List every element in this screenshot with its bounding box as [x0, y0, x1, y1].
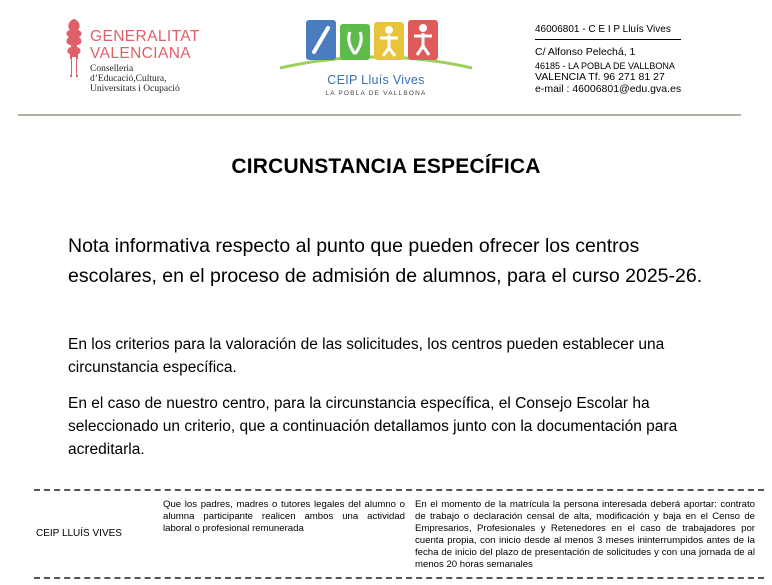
generalitat-name-line2: VALENCIANA [90, 45, 192, 62]
table-documentation: En el momento de la matrícula la persona interesada deberá aportar: contrato de trabajo o declaración censal de alta, modificación y baja en el Censo de Empresarios, Profesionales y Retenedores en el caso de trabajadores por cuenta propia, con inicio desde al menos 3 meses ininterrumpidos antes de la fecha de inicio del plazo de presentación de solicitudes y con una jornada de al menos 20 horas semanales [415, 499, 755, 570]
school-logo-town: LA POBLA DE VALLBONA [325, 90, 427, 97]
center-code: 46006801 - C E I P Lluís Vives [535, 24, 671, 35]
contact-address: C/ Alfonso Pelechá, 1 [535, 46, 636, 58]
contact-email: e-mail : 46006801@edu.gva.es [535, 83, 682, 95]
school-logo-graphic-icon [276, 18, 476, 74]
header-divider [18, 114, 741, 116]
information-note: Nota informativa respecto al punto que pueden ofrecer los centros escolares, en el proceso de admisión de alumnos, para el curso 2025-26. [68, 235, 703, 287]
generalitat-name-line1: GENERALITAT [90, 28, 200, 45]
generalitat-emblem-icon [62, 17, 86, 79]
table-bottom-border [34, 577, 764, 579]
school-logo-name: CEIP Lluís Vives [327, 73, 425, 87]
table-top-border [34, 489, 764, 491]
conselleria-subtitle: Conselleria d’Educació,Cultura, Universitats i Ocupació [90, 64, 180, 94]
generalitat-logo [62, 17, 212, 94]
paragraph-school-selection: En el caso de nuestro centro, para la circunstancia específica, el Consejo Escolar ha seleccionado un criterio, que a continuación detallamos junto con la documentación para acreditarla. [68, 395, 678, 458]
document-title: CIRCUNSTANCIA ESPECÍFICA [231, 155, 541, 178]
contact-city-phone: VALENCIA Tf. 96 271 81 27 [535, 71, 665, 83]
table-criterion: Que los padres, madres o tutores legales del alumno o alumna participante realicen ambos una actividad laboral o profesional remunerada [163, 499, 405, 534]
contact-divider [535, 39, 681, 40]
table-school-name: CEIP LLUÍS VIVES [36, 528, 122, 539]
contact-postal: 46185 - LA POBLA DE VALLBONA [535, 61, 675, 71]
school-logo [276, 18, 476, 100]
paragraph-criteria: En los criterios para la valoración de las solicitudes, los centros pueden establecer una circunstancia específica. [68, 336, 665, 376]
